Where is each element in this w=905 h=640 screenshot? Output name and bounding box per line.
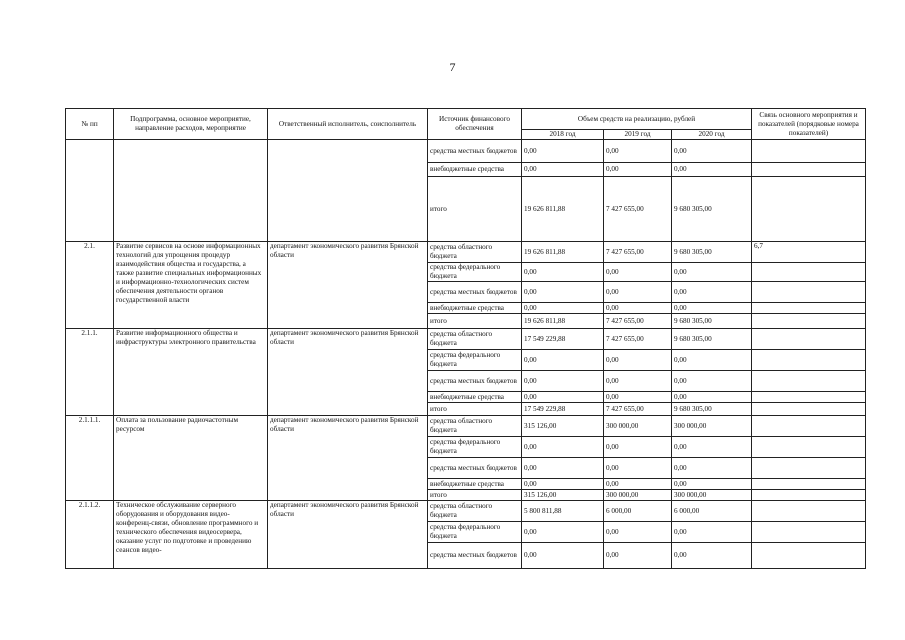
page-number: 7 [449, 60, 456, 74]
value-2020-cell: 0,00 [672, 522, 752, 543]
value-2020-cell: 0,00 [672, 479, 752, 490]
source-cell: средства областного бюджета [428, 242, 522, 263]
table-row [66, 501, 866, 522]
link-cell [752, 522, 866, 543]
value-2019-cell: 0,00 [604, 371, 672, 392]
value-2019-cell: 0,00 [604, 263, 672, 282]
value-2020-cell: 0,00 [672, 543, 752, 569]
source-cell: внебюджетные средства [428, 163, 522, 177]
value-2020-cell: 0,00 [672, 140, 752, 163]
value-2019-cell: 0,00 [604, 437, 672, 458]
source-cell: итого [428, 314, 522, 329]
subprogram-cell [114, 140, 268, 242]
value-2018-cell: 19 626 811,88 [522, 242, 604, 263]
table-row [66, 140, 866, 163]
executor-cell: департамент экономического развития Брянской области [268, 329, 428, 416]
link-cell [752, 282, 866, 303]
value-2019-cell: 0,00 [604, 543, 672, 569]
value-2019-cell: 0,00 [604, 350, 672, 371]
number-cell: 2.1.1.2. [66, 501, 114, 569]
header-link: Связь основного мероприятия и показателей (порядковые номера показателей) [752, 109, 866, 140]
subprogram-cell: Развитие информационного общества и инфраструктуры электронного правительства [114, 329, 268, 416]
source-cell: средства местных бюджетов [428, 371, 522, 392]
value-2018-cell: 0,00 [522, 522, 604, 543]
value-2018-cell: 0,00 [522, 263, 604, 282]
executor-cell [268, 140, 428, 242]
link-cell [752, 490, 866, 501]
value-2020-cell: 0,00 [672, 303, 752, 314]
value-2018-cell: 5 800 811,88 [522, 501, 604, 522]
table-row [66, 329, 866, 350]
value-2020-cell: 300 000,00 [672, 490, 752, 501]
header-number: № пп [66, 109, 114, 140]
value-2018-cell: 0,00 [522, 282, 604, 303]
source-cell: средства местных бюджетов [428, 140, 522, 163]
link-cell [752, 392, 866, 403]
source-cell: средства федерального бюджета [428, 522, 522, 543]
value-2019-cell: 7 427 655,00 [604, 177, 672, 242]
source-cell: средства федерального бюджета [428, 437, 522, 458]
source-cell: итого [428, 177, 522, 242]
header-subprogram: Подпрограмма, основное мероприятие, направление расходов, мероприятие [114, 109, 268, 140]
value-2019-cell: 0,00 [604, 458, 672, 479]
value-2020-cell: 300 000,00 [672, 416, 752, 437]
number-cell: 2.1. [66, 242, 114, 329]
link-cell [752, 501, 866, 522]
source-cell: итого [428, 490, 522, 501]
source-cell: средства областного бюджета [428, 329, 522, 350]
value-2019-cell: 0,00 [604, 392, 672, 403]
link-cell: 6,7 [752, 242, 866, 263]
value-2018-cell: 19 626 811,88 [522, 314, 604, 329]
header-year-2019: 2019 год [604, 130, 672, 140]
header-year-2020: 2020 год [672, 130, 752, 140]
subprogram-cell: Развитие сервисов на основе информационных технологий для упрощения процедур взаимодействия общества и государства, а также развитие специальных информационных и информационно-технологических систем обеспечения деятельности органов государственной власти [114, 242, 268, 329]
header-year-2018: 2018 год [522, 130, 604, 140]
link-cell [752, 403, 866, 416]
source-cell: внебюджетные средства [428, 392, 522, 403]
value-2018-cell: 0,00 [522, 371, 604, 392]
table-row [66, 416, 866, 437]
value-2019-cell: 7 427 655,00 [604, 314, 672, 329]
source-cell: средства федерального бюджета [428, 350, 522, 371]
value-2018-cell: 0,00 [522, 437, 604, 458]
value-2019-cell: 0,00 [604, 479, 672, 490]
link-cell [752, 140, 866, 163]
link-cell [752, 177, 866, 242]
link-cell [752, 543, 866, 569]
source-cell: средства местных бюджетов [428, 282, 522, 303]
value-2020-cell: 9 680 305,00 [672, 403, 752, 416]
source-cell: итого [428, 403, 522, 416]
subprogram-cell: Техническое обслуживание серверного оборудования и оборудования видео-конференц-связи, обновление программного и технического обеспечения видеосервера, оказание услуг по подготовке и проведению сеансов видео- [114, 501, 268, 569]
subprogram-cell: Оплата за пользование радиочастотным ресурсом [114, 416, 268, 501]
value-2019-cell: 0,00 [604, 522, 672, 543]
value-2020-cell: 0,00 [672, 371, 752, 392]
value-2018-cell: 19 626 811,88 [522, 177, 604, 242]
value-2019-cell: 300 000,00 [604, 416, 672, 437]
value-2019-cell: 0,00 [604, 140, 672, 163]
source-cell: внебюджетные средства [428, 479, 522, 490]
link-cell [752, 303, 866, 314]
table-header [66, 109, 866, 140]
value-2018-cell: 0,00 [522, 543, 604, 569]
header-executor: Ответственный исполнитель, соисполнитель [268, 109, 428, 140]
link-cell [752, 350, 866, 371]
value-2019-cell: 0,00 [604, 303, 672, 314]
source-cell: средства областного бюджета [428, 416, 522, 437]
value-2020-cell: 9 680 305,00 [672, 177, 752, 242]
value-2019-cell: 7 427 655,00 [604, 403, 672, 416]
value-2020-cell: 9 680 305,00 [672, 329, 752, 350]
link-cell [752, 314, 866, 329]
value-2018-cell: 0,00 [522, 392, 604, 403]
link-cell [752, 458, 866, 479]
link-cell [752, 329, 866, 350]
budget-table [65, 108, 866, 569]
number-cell: 2.1.1. [66, 329, 114, 416]
link-cell [752, 371, 866, 392]
value-2018-cell: 0,00 [522, 350, 604, 371]
executor-cell: департамент экономического развития Брянской области [268, 416, 428, 501]
value-2019-cell: 300 000,00 [604, 490, 672, 501]
value-2019-cell: 7 427 655,00 [604, 329, 672, 350]
executor-cell: департамент экономического развития Брянской области [268, 242, 428, 329]
value-2018-cell: 17 549 229,88 [522, 329, 604, 350]
source-cell: средства местных бюджетов [428, 543, 522, 569]
value-2020-cell: 0,00 [672, 263, 752, 282]
table-body [66, 140, 866, 569]
number-cell [66, 140, 114, 242]
value-2020-cell: 0,00 [672, 350, 752, 371]
value-2018-cell: 0,00 [522, 163, 604, 177]
executor-cell: департамент экономического развития Брянской области [268, 501, 428, 569]
value-2020-cell: 0,00 [672, 437, 752, 458]
source-cell: средства федерального бюджета [428, 263, 522, 282]
value-2020-cell: 0,00 [672, 392, 752, 403]
header-source: Источник финансового обеспечения [428, 109, 522, 140]
value-2020-cell: 0,00 [672, 163, 752, 177]
link-cell [752, 479, 866, 490]
value-2018-cell: 0,00 [522, 479, 604, 490]
value-2019-cell: 0,00 [604, 282, 672, 303]
value-2018-cell: 0,00 [522, 458, 604, 479]
table-row [66, 242, 866, 263]
value-2020-cell: 9 680 305,00 [672, 314, 752, 329]
link-cell [752, 416, 866, 437]
source-cell: средства областного бюджета [428, 501, 522, 522]
source-cell: внебюджетные средства [428, 303, 522, 314]
link-cell [752, 263, 866, 282]
value-2020-cell: 9 680 305,00 [672, 242, 752, 263]
link-cell [752, 437, 866, 458]
value-2018-cell: 0,00 [522, 140, 604, 163]
value-2020-cell: 6 000,00 [672, 501, 752, 522]
value-2018-cell: 17 549 229,88 [522, 403, 604, 416]
value-2018-cell: 0,00 [522, 303, 604, 314]
number-cell: 2.1.1.1. [66, 416, 114, 501]
value-2018-cell: 315 126,00 [522, 490, 604, 501]
value-2019-cell: 6 000,00 [604, 501, 672, 522]
link-cell [752, 163, 866, 177]
header-volume: Объем средств на реализацию, рублей [522, 109, 752, 130]
value-2019-cell: 0,00 [604, 163, 672, 177]
value-2018-cell: 315 126,00 [522, 416, 604, 437]
source-cell: средства местных бюджетов [428, 458, 522, 479]
value-2020-cell: 0,00 [672, 458, 752, 479]
value-2019-cell: 7 427 655,00 [604, 242, 672, 263]
value-2020-cell: 0,00 [672, 282, 752, 303]
